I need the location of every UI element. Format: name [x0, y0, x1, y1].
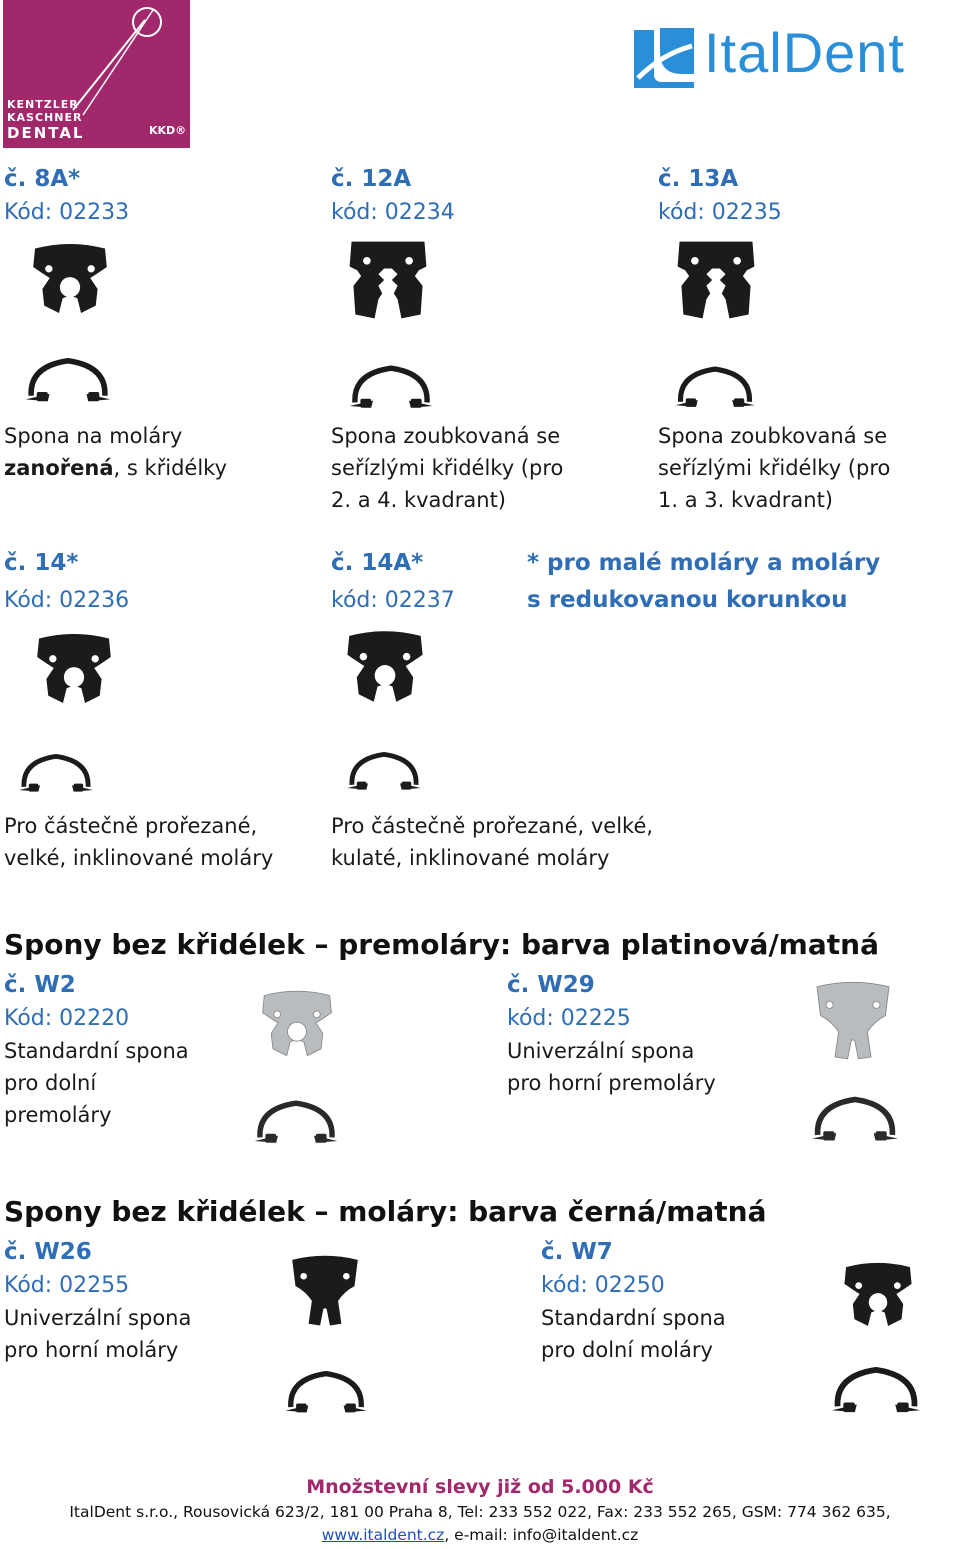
description-line: Spona zoubkovaná se	[658, 424, 888, 448]
clamp-14a-side-image	[344, 740, 424, 804]
clamp-13a-front-image	[668, 232, 764, 328]
product-code: kód: 02250	[541, 1273, 665, 1298]
clamp-w29-side-image	[806, 1092, 904, 1148]
description-line: premoláry	[4, 1103, 112, 1127]
clamp-14a-front-image	[338, 618, 432, 714]
product-w29	[507, 969, 807, 1099]
italdent-logo	[632, 22, 958, 92]
description-line: seřízlými křidélky (pro	[658, 456, 891, 480]
description-line: seřízlými křidélky (pro	[331, 456, 564, 480]
product-number: č. 8A*	[4, 166, 81, 192]
product-code: kód: 02225	[507, 1006, 631, 1031]
footnote-line-2: s redukovanou korunkou	[527, 587, 848, 613]
clamp-14-side-image	[16, 746, 96, 802]
clamp-w26-front-image	[284, 1248, 366, 1334]
product-14	[4, 547, 304, 617]
product-w7	[541, 1236, 801, 1366]
footer-promo: Množstevní slevy již od 5.000 Kč	[306, 1476, 654, 1498]
description-line: Univerzální spona	[507, 1039, 695, 1063]
description-line: velké, inklinované moláry	[4, 846, 274, 870]
product-13a-description	[658, 420, 958, 516]
product-number: č. W29	[507, 972, 595, 998]
product-code: kód: 02235	[658, 200, 782, 225]
clamp-w2-front-image	[254, 980, 340, 1066]
product-code: kód: 02234	[331, 200, 455, 225]
description-line: Univerzální spona	[4, 1306, 192, 1330]
logo-line-1: KENTZLER	[7, 98, 79, 111]
description-line: pro horní moláry	[4, 1338, 179, 1362]
description-line: Standardní spona	[541, 1306, 726, 1330]
footer-email: , e-mail: info@italdent.cz	[444, 1526, 639, 1544]
description-line: pro dolní	[4, 1071, 97, 1095]
product-w2	[4, 969, 244, 1131]
product-14a	[331, 547, 531, 617]
product-number: č. 13A	[658, 166, 739, 192]
product-14-description	[4, 810, 324, 874]
product-number: č. 14*	[4, 550, 79, 576]
product-8a	[4, 163, 304, 229]
product-number: č. W26	[4, 1239, 92, 1265]
product-code: kód: 02237	[331, 588, 455, 613]
description-line: pro horní premoláry	[507, 1071, 716, 1095]
product-number: č. 14A*	[331, 550, 424, 576]
kkd-logo	[3, 0, 190, 148]
clamp-w2-side-image	[248, 1096, 344, 1150]
product-12a-description	[331, 420, 631, 516]
footer-address: ItalDent s.r.o., Rousovická 623/2, 181 00 Praha 8, Tel: 233 552 022, Fax: 233 552 265, GSM: 774 362 635,	[69, 1503, 891, 1521]
description-rest: , s křidélky	[113, 456, 228, 480]
logo-line-3: DENTAL	[7, 124, 85, 142]
product-8a-description	[4, 420, 304, 484]
product-number: č. 12A	[331, 166, 412, 192]
product-w26	[4, 1236, 264, 1366]
clamp-14-front-image	[28, 622, 120, 714]
product-code: Kód: 02236	[4, 588, 130, 613]
description-line: Standardní spona	[4, 1039, 189, 1063]
description-line: pro dolní moláry	[541, 1338, 713, 1362]
clamp-8a-side-image	[22, 350, 114, 412]
description-line: Spona na moláry	[4, 424, 183, 448]
product-14a-description	[331, 810, 731, 874]
product-code: Kód: 02220	[4, 1006, 130, 1031]
logo-line-2: KASCHNER	[7, 111, 83, 124]
clamp-w26-side-image	[282, 1364, 370, 1422]
footer-contact	[0, 1526, 960, 1544]
description-bold: zanořená	[4, 456, 114, 480]
italdent-wordmark: ItalDent	[704, 21, 905, 84]
product-number: č. W2	[4, 972, 76, 998]
description-line: Pro částečně prořezané, velké,	[331, 814, 654, 838]
description-line	[4, 452, 304, 484]
website-link[interactable]: www.italdent.cz	[321, 1526, 445, 1544]
clamp-w7-side-image	[828, 1360, 924, 1422]
product-number: č. W7	[541, 1239, 613, 1265]
product-13a	[658, 163, 958, 229]
description-line: kulaté, inklinované moláry	[331, 846, 610, 870]
logo-badge: KKD®	[149, 124, 187, 137]
clamp-8a-front-image	[20, 232, 120, 324]
description-line: 2. a 4. kvadrant)	[331, 488, 506, 512]
footnote	[527, 545, 957, 619]
molar-section-title: Spony bez křidélek – moláry: barva černá/matná	[4, 1195, 767, 1228]
description-line: Spona zoubkovaná se	[331, 424, 561, 448]
clamp-w29-front-image	[806, 976, 900, 1066]
clamp-w7-front-image	[836, 1252, 920, 1336]
clamp-12a-front-image	[340, 232, 436, 328]
italdent-mark-icon	[632, 24, 696, 90]
clamp-13a-side-image	[672, 360, 758, 416]
clamp-12a-side-image	[346, 360, 436, 416]
product-code: Kód: 02255	[4, 1273, 130, 1298]
description-line: 1. a 3. kvadrant)	[658, 488, 833, 512]
product-code: Kód: 02233	[4, 200, 130, 225]
description-line: Pro částečně prořezané,	[4, 814, 258, 838]
product-12a	[331, 163, 631, 229]
footnote-line-1: * pro malé moláry a moláry	[527, 550, 881, 576]
premolar-section-title: Spony bez křidélek – premoláry: barva platinová/matná	[4, 928, 879, 961]
